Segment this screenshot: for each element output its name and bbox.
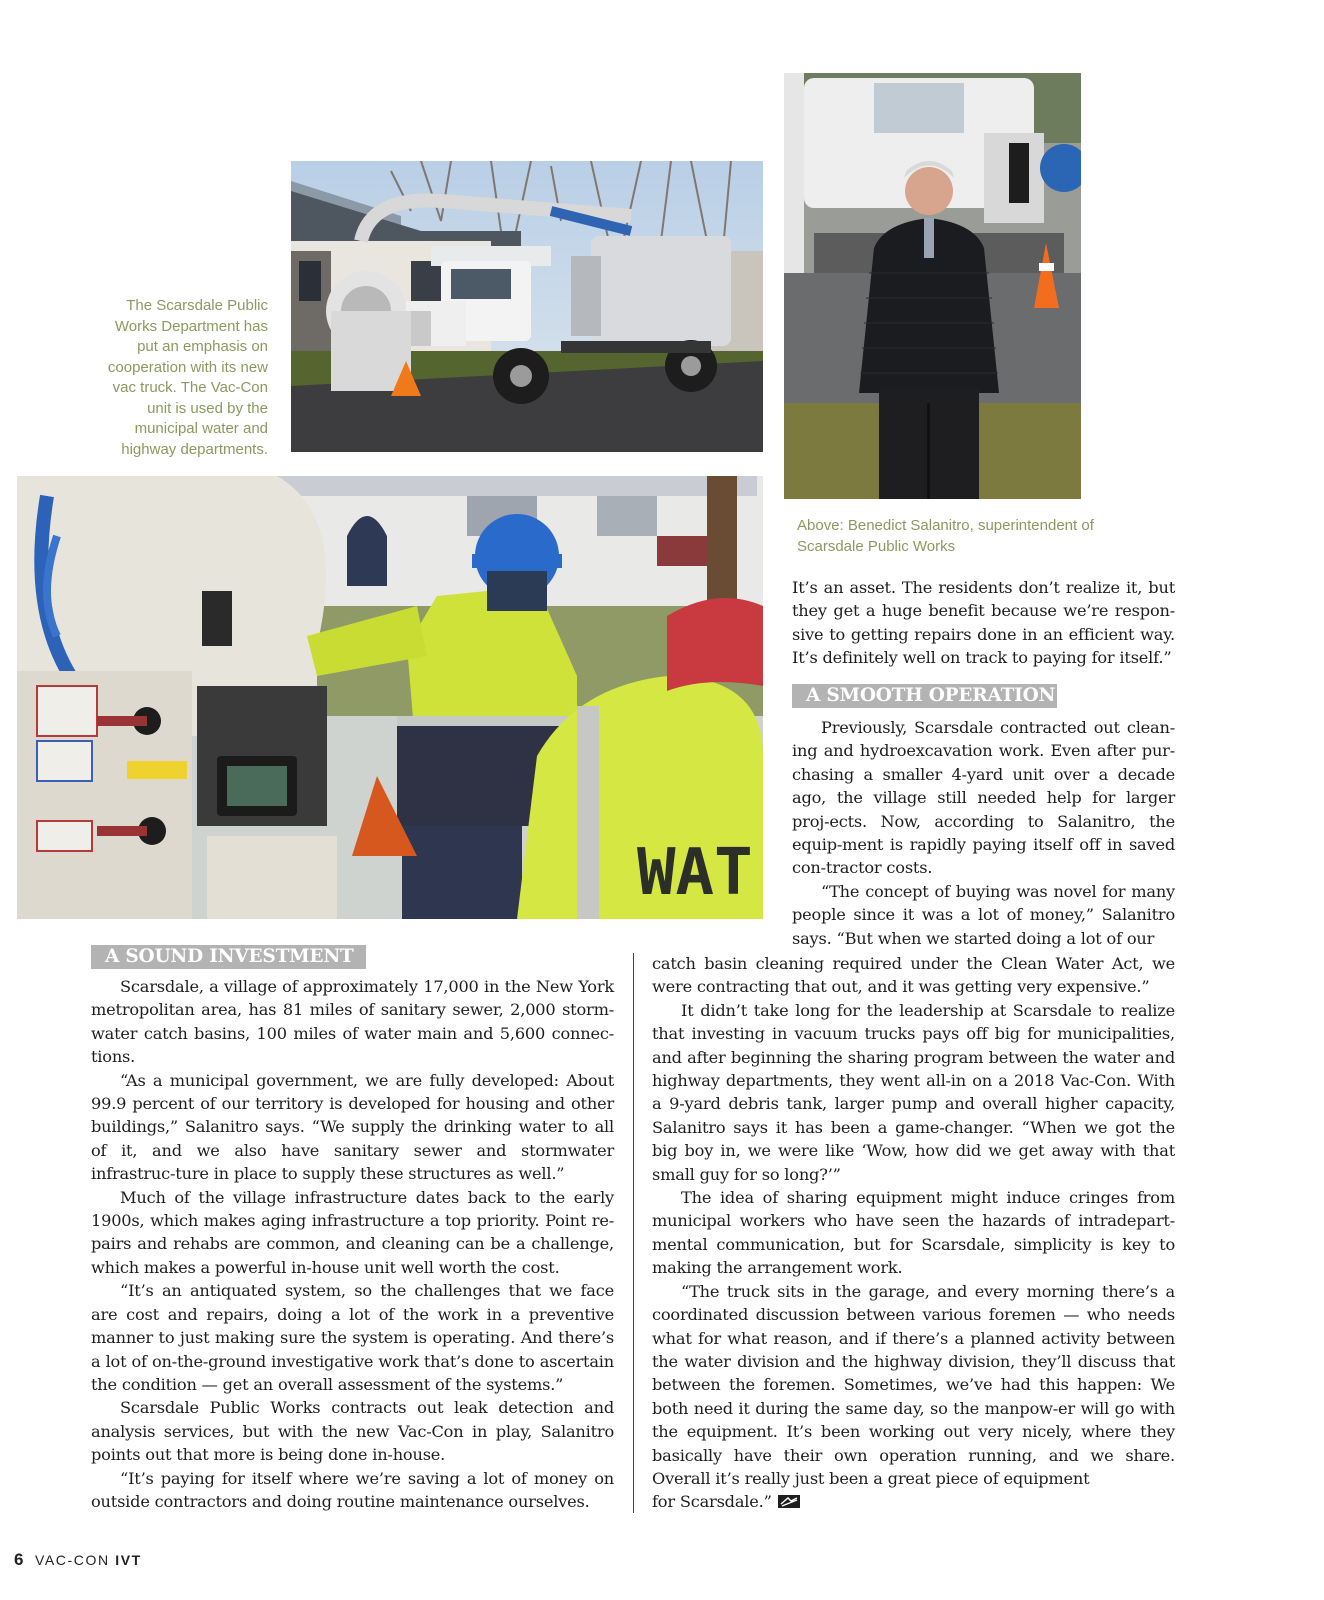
sound-paragraph-2: “As a municipal government, we are fully developed: About 99.9 percent of our territory is developed for housing and other buildings,” Salanitro says. “We supply the drinking water to all of it, and we also have sanitary sewer and stormwater infrastruc-ture in place to supply these structures as well.”	[91, 1070, 614, 1184]
smooth-paragraph-6: “The truck sits in the garage, and every morning there’s a coordinated discussion between various foremen — who needs what for what reason, and if there’s a planned activity between the water division and the highway division, they’ll discuss that between the foremen. Sometimes, we’ve had this happen: We both need it during the same day, so the manpow-er will go with the equipment. It’s been working out very nicely, where they basically have their own operation running, and we share. Overall it’s really just been a great piece of equipment	[652, 1281, 1175, 1488]
vest-text: WAT	[637, 836, 753, 910]
sound-paragraph-1: Scarsdale, a village of approximately 17,000 in the New York metropolitan area, has 81 miles of sanitary sewer, 2,000 storm-water catch basins, 100 miles of water main and 5,600 connec-tions.	[91, 977, 614, 1067]
page-number: 6	[14, 1550, 24, 1569]
sound-paragraph-5: Scarsdale Public Works contracts out leak detection and analysis services, but with the new Vac-Con in play, Salanitro points out that more is being done in-house.	[91, 1398, 614, 1465]
sound-paragraph-4: “It’s an antiquated system, so the challenges that we face are cost and repairs, doing a lot of the work in a preventive manner to just making sure the system is operating. And there’s a lot of on-the-ground investigative work that’s done to ascertain the condition — get an overall assessment of the systems.”	[91, 1281, 614, 1394]
salanitro-caption: Above: Benedict Salanitro, superintendent of Scarsdale Public Works	[797, 517, 1094, 555]
page-footer	[14, 1550, 142, 1570]
truck-caption: The Scarsdale Public Works Department has put an emphasis on cooperation with its new vac truck. The Vac-Con unit is used by the municipal water and highway departments.	[107, 297, 268, 458]
smooth-paragraph-5: The idea of sharing equipment might induce cringes from municipal workers who have seen the hazards of intradepart-mental communication, but for Scarsdale, simplicity is key to making the arrangement work.	[652, 1188, 1175, 1278]
smooth-paragraph-3: catch basin cleaning required under the Clean Water Act, we were contracting that out, and it was getting very expensive.”	[652, 954, 1175, 997]
salanitro-photo	[784, 73, 1081, 499]
continued-column	[792, 576, 1175, 670]
truck-photo	[291, 161, 763, 452]
worker-photo	[17, 476, 763, 919]
column-rule	[633, 953, 634, 1513]
footer-brand: VAC-CON	[34, 1552, 110, 1568]
smooth-operation-heading: A SMOOTH OPERATION	[792, 684, 1057, 708]
sound-investment-heading: A SOUND INVESTMENT	[91, 945, 366, 969]
continued-paragraph: It’s an asset. The residents don’t realize it, but they get a huge benefit because we’re respon-sive to getting repairs done in an efficient way. It’s definitely well on track to paying for itself.”	[792, 578, 1175, 668]
smooth-paragraph-2: “The concept of buying was novel for many people since it was a lot of money,” Salanitro says. “But when we started doing a lot of our	[792, 881, 1175, 948]
vac-con-logo-endmark-icon	[778, 1491, 800, 1504]
final-line	[652, 1490, 1175, 1513]
smooth-narrow-column	[792, 716, 1175, 950]
smooth-paragraph-4: It didn’t take long for the leadership at Scarsdale to realize that investing in vacuum trucks pays off big for municipalities, and after beginning the sharing program between the water and highway departments, they went all-in on a 2018 Vac-Con. With a 9-yard debris tank, larger pump and overall higher capacity, Salanitro says it has been a game-changer. “When we got the big boy in, we were like ‘Wow, how did we get away with that small guy for so long?’”	[652, 1000, 1175, 1184]
smooth-wide-column	[652, 952, 1175, 1514]
sound-investment-column	[91, 975, 614, 1513]
footer-publication: IVT	[115, 1552, 142, 1568]
smooth-paragraph-1: Previously, Scarsdale contracted out clean-ing and hydroexcavation work. Even after pur-chasing a smaller 4-yard unit over a decade ago, the village still needed help for larger proj-ects. Now, according to Salanitro, the equip-ment is rapidly paying itself off in saved con-tractor costs.	[792, 718, 1175, 878]
final-line-text: for Scarsdale.”	[652, 1492, 772, 1512]
sound-paragraph-6: “It’s paying for itself where we’re saving a lot of money on outside contractors and doing routine maintenance ourselves.	[91, 1468, 614, 1511]
sound-paragraph-3: Much of the village infrastructure dates back to the early 1900s, which makes aging infrastructure a top priority. Point re-pairs and rehabs are common, and cleaning can be a challenge, which makes a powerful in-house unit well worth the cost.	[91, 1187, 614, 1277]
